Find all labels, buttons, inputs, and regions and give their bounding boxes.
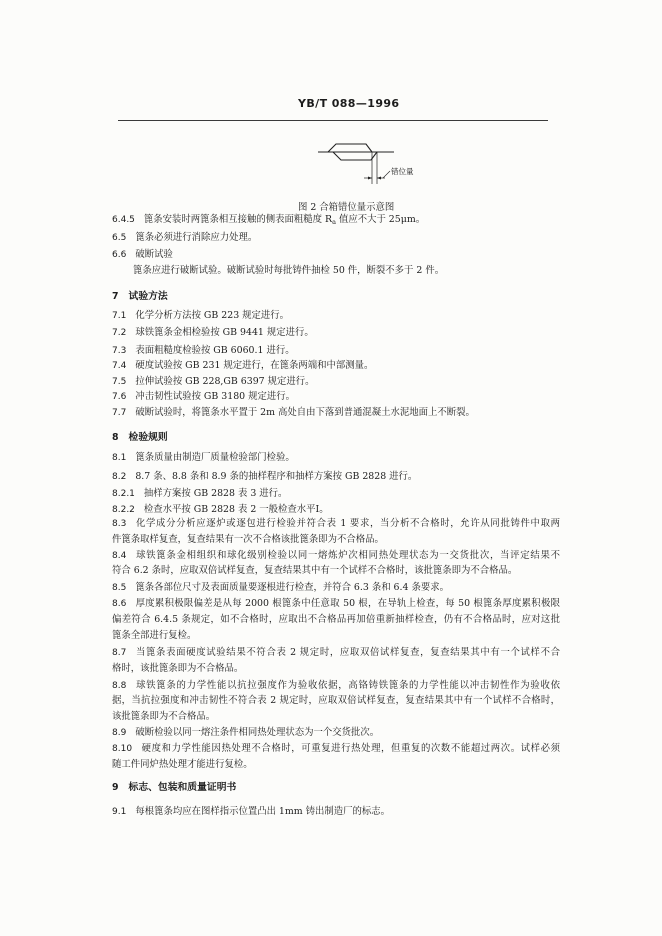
clause-number: 6.4.5 — [112, 215, 135, 225]
clause-number: 8.2 — [112, 472, 127, 482]
clause-7-2 — [112, 326, 560, 340]
clause-text: 厚度累积极限偏差是从每 2000 根篦条中任意取 50 根，在导轨上检查，每 50 根篦条厚度累积极限 — [135, 598, 560, 609]
clause-number: 7.6 — [112, 392, 127, 402]
clause-text: 抽样方案按 GB 2828 表 3 进行。 — [143, 488, 288, 499]
clause-8-10-line-1 — [112, 742, 560, 756]
clause-text: 表面粗糙度检验按 GB 6060.1 进行。 — [135, 345, 295, 356]
clause-text: 破断试验时，将篦条水平置于 2m 高处自由下落到普通混凝土水泥地面上不断裂。 — [135, 407, 475, 418]
section-title: 标志、包装和质量证明书 — [128, 782, 237, 793]
mold-offset-diagram — [312, 136, 422, 188]
clause-number: 8.6 — [112, 599, 127, 609]
clause-7-6 — [112, 390, 560, 404]
clause-number: 7.1 — [112, 311, 127, 321]
clause-number: 8.5 — [112, 583, 127, 593]
clause-number: 8.10 — [112, 744, 133, 754]
section-title: 试验方法 — [128, 291, 168, 302]
clause-text: 8.7 条、8.8 条和 8.9 条的抽样程序和抽样方案按 GB 2828 进行。 — [135, 471, 418, 482]
clause-number: 8.2.2 — [112, 505, 135, 515]
header-rule — [118, 120, 548, 121]
arrowhead-left — [368, 177, 372, 180]
upper-mold-outline — [328, 144, 372, 152]
clause-6-4-5 — [112, 213, 560, 229]
clause-7-3 — [112, 344, 560, 358]
clause-8-6-line-2 — [112, 613, 560, 627]
clause-8-5 — [112, 581, 560, 595]
clause-8-2-1 — [112, 487, 560, 501]
clause-number: 8.3 — [112, 519, 127, 529]
clause-8-7-line-1 — [112, 646, 560, 660]
clause-8-8-line-1 — [112, 679, 560, 693]
clause-8-8-line-3 — [112, 710, 560, 724]
clause-8-1 — [112, 451, 560, 465]
clause-number: 9.1 — [112, 807, 127, 817]
clause-text: 篦条必须进行消除应力处理。 — [135, 232, 258, 243]
clause-number: 7.3 — [112, 346, 127, 356]
clause-8-9 — [112, 726, 560, 740]
clause-8-10-line-2 — [112, 758, 560, 772]
clause-8-4-line-2 — [112, 564, 560, 578]
clause-text: 该批篦条即为不合格品。 — [112, 711, 216, 722]
clause-number: 7.5 — [112, 377, 127, 387]
clause-7-7 — [112, 406, 560, 420]
subscript-a: a — [332, 218, 336, 226]
clause-text: 偏差符合 6.4.5 条规定，如不合格时，应取出不合格品再加倍重新抽样检查，仍有不合格品时，应对这批 — [112, 614, 560, 625]
clause-number: 6.5 — [112, 233, 127, 243]
clause-text: 拉伸试验按 GB 228,GB 6397 规定进行。 — [135, 376, 315, 387]
clause-text: 化学分析方法按 GB 223 规定进行。 — [135, 310, 290, 321]
clause-8-2 — [112, 470, 560, 484]
clause-text: 篦条应进行破断试验。破断试验时每批铸件抽检 50 件，断裂不多于 2 件。 — [133, 265, 445, 276]
clause-text: 冲击韧性试验按 GB 3180 规定进行。 — [135, 391, 296, 402]
clause-number: 8.2.1 — [112, 489, 135, 499]
clause-8-8-line-2 — [112, 694, 560, 708]
clause-text: 格时，该批篦条即为不合格品。 — [112, 663, 244, 674]
clause-8-3-line-2 — [112, 533, 560, 547]
clause-text: 据，当抗拉强度和冲击韧性不符合表 2 规定时，应取双倍试样复查，复查结果其中有一个试样不合格时， — [112, 695, 560, 706]
section-number: 7 — [112, 291, 119, 302]
clause-number: 8.7 — [112, 648, 127, 658]
clause-8-7-line-2 — [112, 662, 560, 676]
clause-number: 6.6 — [112, 250, 127, 260]
clause-number: 8.8 — [112, 681, 127, 691]
clause-text: 当篦条表面硬度试验结果不符合表 2 规定时，应取双倍试样复查，复查结果其中有一个试样不合 — [135, 647, 560, 658]
section-8-heading — [112, 431, 560, 445]
clause-text: 球铁篦条的力学性能以抗拉强度作为验收依据，高铬铸铁篦条的力学性能以冲击韧性作为验收依 — [135, 680, 560, 691]
clause-number: 8.1 — [112, 453, 127, 463]
clause-6-6-body — [133, 264, 553, 278]
clause-9-1 — [112, 805, 560, 819]
clause-8-6-line-3 — [112, 629, 560, 643]
clause-text: 件篦条取样复查，复查结果有一次不合格该批篦条即为不合格品。 — [112, 534, 384, 545]
clause-text: 篦条质量由制造厂质量检验部门检验。 — [135, 452, 295, 463]
clause-text: 篦条全部进行复检。 — [112, 630, 197, 641]
clause-text: 球铁篦条金相检验按 GB 9441 规定进行。 — [135, 327, 314, 338]
label-leader-line — [383, 171, 390, 178]
clause-8-4-line-1 — [112, 549, 560, 563]
section-number: 8 — [112, 432, 119, 443]
clause-6-6 — [112, 248, 560, 262]
lower-mold-outline — [333, 152, 377, 160]
clause-number: 7.2 — [112, 328, 127, 338]
clause-text: 硬度试验按 GB 231 规定进行，在篦条两端和中部测量。 — [135, 360, 374, 371]
clause-6-5 — [112, 231, 560, 245]
document-number-header: YB/T 088—1996 — [298, 97, 400, 110]
clause-title: 破断试验 — [135, 249, 173, 260]
clause-text: 破断检验以同一熔注条件相同热处理状态为一个交货批次。 — [135, 727, 380, 738]
clause-8-2-2 — [112, 503, 560, 517]
clause-text: 符合 6.2 条时，应取双倍试样复查，复查结果其中有一个试样不合格时，该批篦条即为不合格品。 — [112, 565, 518, 576]
clause-7-1 — [112, 309, 560, 323]
clause-number: 7.4 — [112, 361, 127, 371]
clause-text: 检查水平按 GB 2828 表 2 一般检查水平Ⅰ。 — [143, 504, 329, 515]
section-7-heading — [112, 290, 560, 304]
clause-7-5 — [112, 375, 560, 389]
figure-caption: 图 2 合箱错位量示意图 — [298, 202, 395, 213]
clause-text: 篦条各部位尺寸及表面质量要逐根进行检查，并符合 6.3 条和 6.4 条要求。 — [135, 582, 449, 593]
clause-8-3-line-1 — [112, 517, 560, 531]
clause-number: 8.9 — [112, 728, 127, 738]
offset-label: 错位量 — [391, 167, 414, 176]
clause-text: 硬度和力学性能因热处理不合格时，可重复进行热处理，但重复的次数不能超过两次。试样必须 — [141, 743, 560, 754]
clause-text: 每根篦条均应在图样指示位置凸出 1mm 铸出制造厂的标志。 — [135, 806, 391, 817]
section-number: 9 — [112, 782, 119, 793]
clause-number: 8.4 — [112, 551, 127, 561]
clause-text-end: 值应不大于 25μm。 — [335, 214, 426, 225]
clause-text: 随工件同炉热处理才能进行复检。 — [112, 759, 253, 770]
clause-text: 篦条安装时两篦条相互接触的侧表面粗糙度 R — [143, 214, 333, 225]
section-title: 检验规则 — [128, 432, 168, 443]
clause-7-4 — [112, 359, 560, 373]
clause-number: 7.7 — [112, 408, 127, 418]
section-9-heading — [112, 781, 560, 795]
arrowhead-right — [377, 177, 381, 180]
clause-8-6-line-1 — [112, 597, 560, 611]
clause-text: 化学成分分析应逐炉或逐包进行检验并符合表 1 要求，当分析不合格时，允许从同批铸件中取两 — [135, 518, 560, 529]
clause-text: 球铁篦条金相组织和球化级别检验以同一熔炼炉次相同热处理状态为一交货批次，当评定结果不 — [135, 550, 560, 561]
